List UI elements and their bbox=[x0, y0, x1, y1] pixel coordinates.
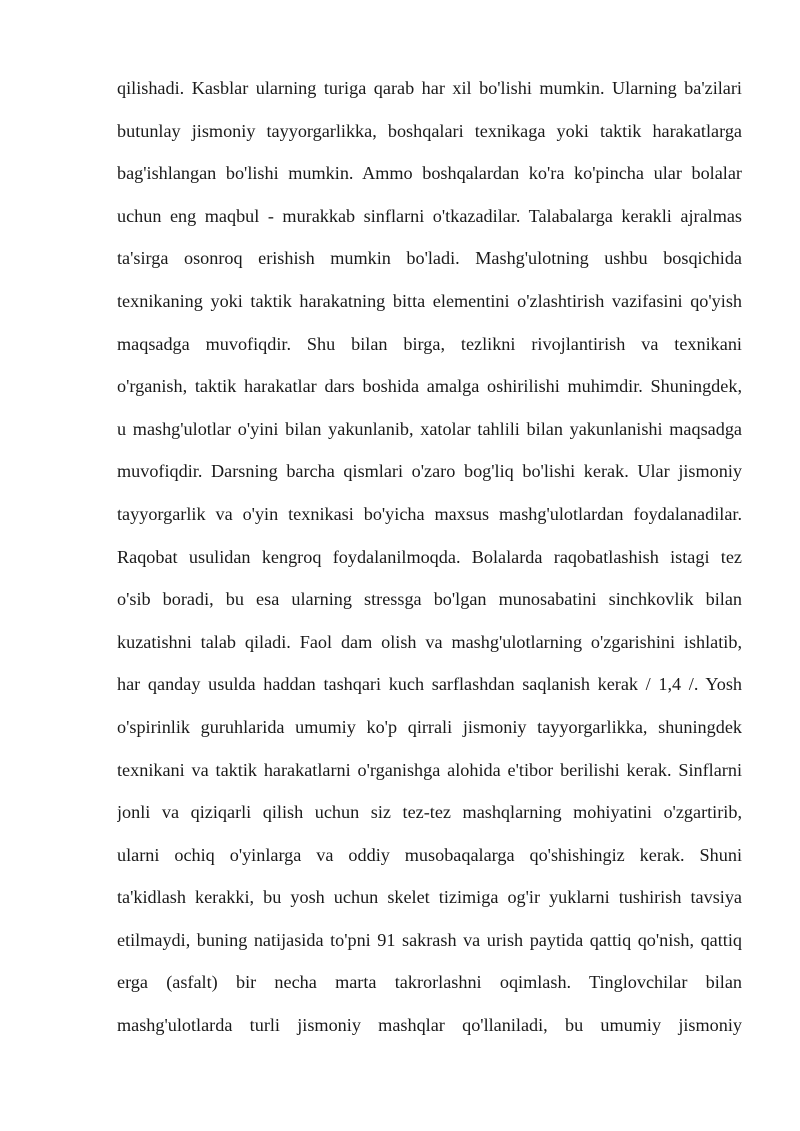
text-line: jonli va qiziqarli qilish uchun siz tez-tez mashqlarning mohiyatini o'zgartirib, bbox=[117, 802, 742, 823]
text-line: o'sib boradi, bu esa ularning stressga bo'lgan munosabatini sinchkovlik bilan bbox=[117, 589, 742, 610]
text-line: u mashg'ulotlar o'yini bilan yakunlanib, xatolar tahlili bilan yakunlanishi maqsadga bbox=[117, 418, 742, 439]
text-line: muvofiqdir. Darsning barcha qismlari o'zaro bog'liq bo'lishi kerak. Ular jismoniy bbox=[117, 461, 742, 482]
text-line: ularni ochiq o'yinlarga va oddiy musobaqalarga qo'shishingiz kerak. Shuni bbox=[117, 844, 742, 865]
text-line: uchun eng maqbul - murakkab sinflarni o'tkazadilar. Talabalarga kerakli ajralmas bbox=[117, 205, 742, 226]
text-line: Raqobat usulidan kengroq foydalanilmoqda. Bolalarda raqobatlashish istagi tez bbox=[117, 546, 742, 567]
text-line: o'rganish, taktik harakatlar dars boshida amalga oshirilishi muhimdir. Shuningdek, bbox=[117, 376, 742, 397]
text-line: erga (asfalt) bir necha marta takrorlashni oqimlash. Tinglovchilar bilan bbox=[117, 972, 742, 993]
body-paragraph bbox=[117, 72, 742, 1052]
text-line: kuzatishni talab qiladi. Faol dam olish va mashg'ulotlarning o'zgarishini ishlatib, bbox=[117, 631, 742, 652]
text-line: maqsadga muvofiqdir. Shu bilan birga, tezlikni rivojlantirish va texnikani bbox=[117, 333, 742, 354]
text-line: texnikani va taktik harakatlarni o'rganishga alohida e'tibor berilishi kerak. Sinflarni bbox=[117, 759, 742, 780]
text-line: tayyorgarlik va o'yin texnikasi bo'yicha maxsus mashg'ulotlardan foydalanadilar. bbox=[117, 503, 742, 524]
text-line: butunlay jismoniy tayyorgarlikka, boshqalari texnikaga yoki taktik harakatlarga bbox=[117, 120, 742, 141]
text-line: o'spirinlik guruhlarida umumiy ko'p qirrali jismoniy tayyorgarlikka, shuningdek bbox=[117, 716, 742, 737]
text-line: qilishadi. Kasblar ularning turiga qarab har xil bo'lishi mumkin. Ularning ba'zilari bbox=[117, 78, 742, 98]
text-line: texnikaning yoki taktik harakatning bitta elementini o'zlashtirish vazifasini qo'yish bbox=[117, 290, 742, 311]
text-line: mashg'ulotlarda turli jismoniy mashqlar qo'llaniladi, bu umumiy jismoniy bbox=[117, 1015, 742, 1036]
text-line: har qanday usulda haddan tashqari kuch sarflashdan saqlanish kerak / 1,4 /. Yosh bbox=[117, 674, 742, 695]
text-line: etilmaydi, buning natijasida to'pni 91 sakrash va urish paytida qattiq qo'nish, qattiq bbox=[117, 929, 742, 950]
text-line: ta'kidlash kerakki, bu yosh uchun skelet tizimiga og'ir yuklarni tushirish tavsiya bbox=[117, 887, 742, 908]
text-line: bag'ishlangan bo'lishi mumkin. Ammo boshqalardan ko'ra ko'pincha ular bolalar bbox=[117, 163, 742, 184]
text-line: ta'sirga osonroq erishish mumkin bo'ladi. Mashg'ulotning ushbu bosqichida bbox=[117, 248, 742, 269]
